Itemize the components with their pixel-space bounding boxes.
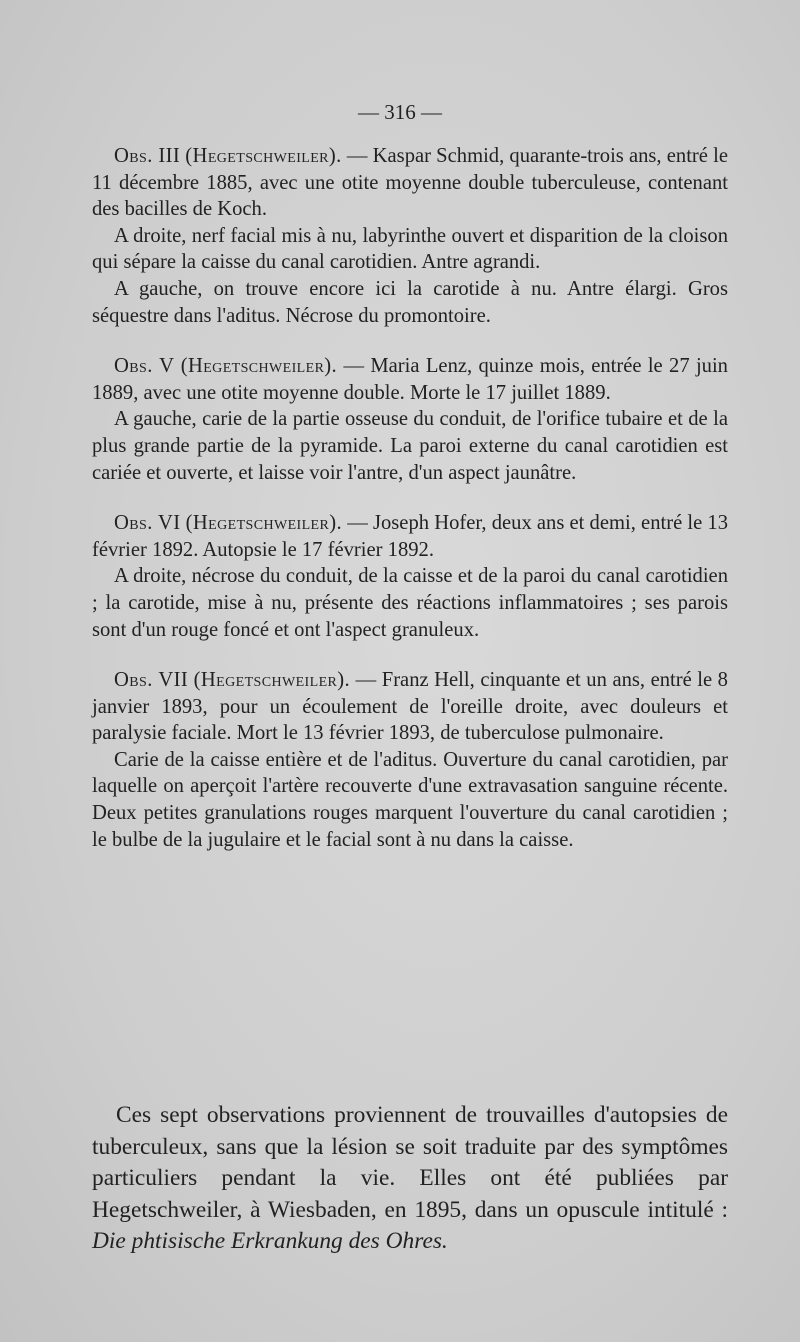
observation-paragraph: [92, 353, 728, 406]
observation-author: (Hegetschweiler).: [185, 512, 343, 535]
book-title: Die phtisische Erkrankung des Ohres.: [92, 1228, 448, 1255]
observation-paragraph: A droite, nécrose du conduit, de la caisse et de la paroi du canal carotidien ; la carotide, mise à nu, présente des réactions inflammatoires ; ses parois sont d'un rouge foncé et ont l'aspect granuleux.: [92, 565, 728, 641]
observation-text: — Franz Hell, cinquante et un ans, entré le 8 janvier 1893, pour un écoulement de l'oreille droite, avec douleurs et paralysie faciale. Mort le 13 février 1893, de tuberculose pulmonaire.: [92, 669, 728, 745]
observation-vii: [92, 667, 728, 853]
observation-author: (Hegetschweiler).: [180, 355, 338, 378]
observation-paragraph: [92, 667, 728, 747]
observation-label: Obs. VI: [114, 512, 181, 535]
observation-paragraph: A droite, nerf facial mis à nu, labyrinthe ouvert et disparition de la cloison qui sépare la caisse du canal carotidien. Antre agrandi.: [92, 224, 728, 274]
conclusion-text: Ces sept observations proviennent de trouvailles d'autopsies de tuberculeux, sans que la lésion se soit traduite par des symptômes particuliers pendant la vie. Elles ont été publiées par Hegetschweiler, à Wiesbaden, en 1895, dans un opuscule intitulé :: [92, 1102, 728, 1223]
observation-paragraph: [92, 510, 728, 563]
observation-v: [92, 353, 728, 486]
observation-label: Obs. V: [114, 355, 175, 378]
conclusion-paragraph: [92, 1100, 728, 1258]
observation-text: — Joseph Hofer, deux ans et demi, entré le 13 février 1892. Autopsie le 17 février 1892.: [92, 512, 728, 561]
observation-label: Obs. III: [114, 145, 181, 167]
observation-paragraph: [92, 143, 728, 223]
conclusion-block: [92, 1100, 728, 1258]
observation-paragraph: A gauche, on trouve encore ici la carotide à nu. Antre élargi. Gros séquestre dans l'aditus. Nécrose du promontoire.: [92, 277, 728, 327]
observation-author: (Hegetschweiler).: [193, 669, 351, 692]
observation-vi: [92, 510, 728, 643]
observation-label: Obs. VII: [114, 669, 189, 692]
observation-author: (Hegetschweiler).: [185, 145, 342, 167]
observation-text: — Kaspar Schmid, quarante-trois ans, entré le 11 décembre 1885, avec une otite moyenne double tuberculeuse, contenant des bacilles de Koch.: [92, 145, 728, 221]
observation-iii: [92, 143, 728, 329]
observations-block: [92, 143, 728, 853]
observation-paragraph: Carie de la caisse entière et de l'aditus. Ouverture du canal carotidien, par laquelle on aperçoit l'artère recouverte d'une extravasation sanguine récente. Deux petites granulations rouges marquent l'ouverture du canal carotidien ; le bulbe de la jugulaire et le facial sont à nu dans la caisse.: [92, 748, 728, 851]
observation-paragraph: A gauche, carie de la partie osseuse du conduit, de l'orifice tubaire et de la plus grande partie de la pyramide. La paroi externe du canal carotidien est cariée et ouverte, et laisse voir l'antre, d'un aspect jaunâtre.: [92, 408, 728, 484]
page-number: — 316 —: [358, 100, 442, 124]
observation-text: — Maria Lenz, quinze mois, entrée le 27 juin 1889, avec une otite moyenne double. Morte le 17 juillet 1889.: [92, 355, 728, 404]
